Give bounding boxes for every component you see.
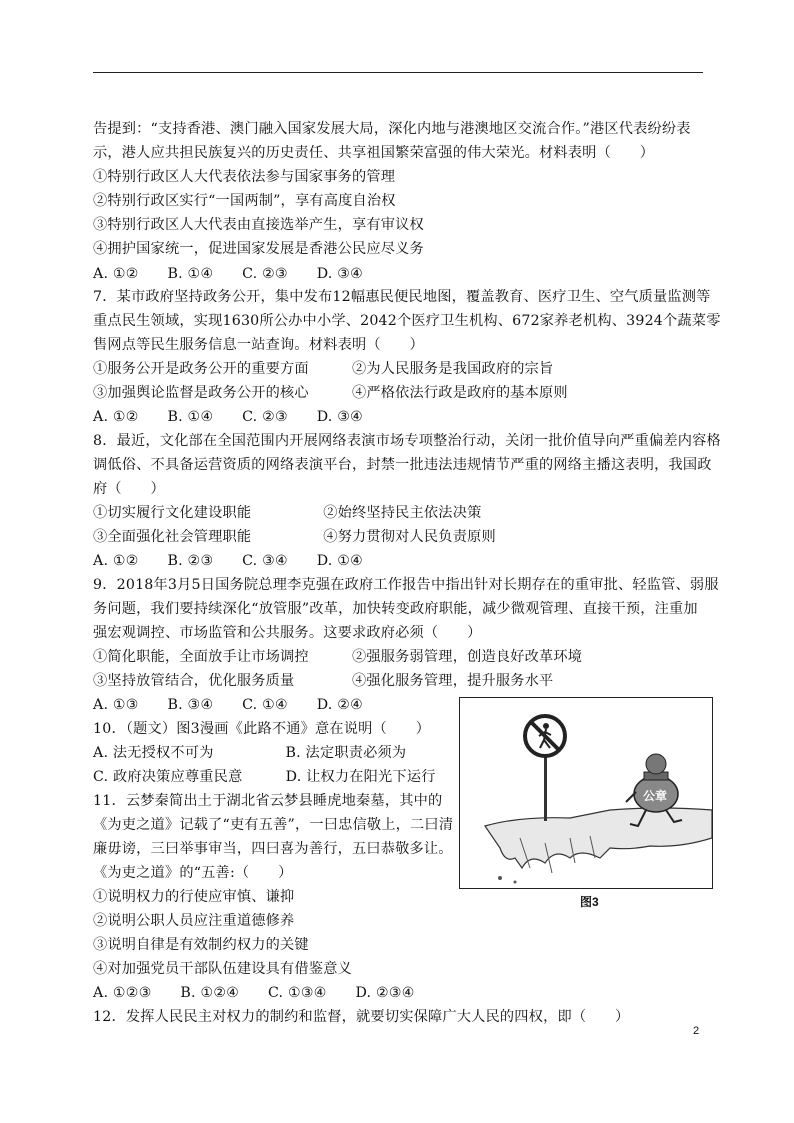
page-number: 2 [693, 1025, 700, 1037]
text-line: 9．2018年3月5日国务院总理李克强在政府工作报告中指出针对长期存在的重审批、轻监管、弱服 [93, 577, 719, 593]
text-line: 售网点等民生服务信息一站查询。材料表明（ ） [93, 337, 424, 353]
text-line: 廉毋谤，三曰举事审当，四曰喜为善行，五曰恭敬多让。 [93, 841, 453, 857]
figure-caption: 图3 [580, 895, 599, 909]
text-line: ①切实履行文化建设职能 ②始终坚持民主依法决策 [93, 505, 482, 521]
text-line: 府（ ） [93, 481, 165, 497]
text-line: A. ①②③ B. ①②④ C. ①③④ D. ②③④ [93, 985, 415, 1001]
text-line: 《为吏之道》记载了“吏有五善”，一曰忠信敬上，二曰清 [93, 817, 454, 833]
text-line: ③加强舆论监督是政务公开的核心 ④严格依法行政是政府的基本原则 [93, 385, 568, 401]
cartoon-drawing [460, 698, 712, 888]
text-line: ②特别行政区实行“一国两制”，享有高度自治权 [93, 193, 396, 209]
text-line: 调低俗、不具备运营资质的网络表演平台，封禁一批违法违规情节严重的网络主播这表明，我国政 [93, 457, 712, 473]
text-line: A. 法无授权不可为 B. 法定职责必须为 [93, 745, 407, 761]
header-rule [93, 72, 703, 73]
text-line: 告提到：“支持香港、澳门融入国家发展大局，深化内地与港澳地区交流合作。”港区代表纷纷表 [93, 121, 691, 137]
text-line: ④对加强党员干部队伍建设具有借鉴意义 [93, 961, 352, 977]
text-line: 10．（题文）图3漫画《此路不通》意在说明（ ） [93, 721, 431, 737]
text-line: 12．发挥人民民主对权力的制约和监督，就要切实保障广大人民的四权，即（ ） [93, 1009, 630, 1025]
text-line: 11．云梦秦简出土于湖北省云梦县睡虎地秦墓，其中的 [93, 793, 443, 809]
text-line: ③坚持放管结合，优化服务质量 ④强化服务管理，提升服务水平 [93, 673, 554, 689]
text-line: C. 政府决策应尊重民意 D. 让权力在阳光下运行 [93, 769, 436, 785]
cartoon-figure [459, 697, 713, 889]
text-line: 《为吏之道》的“五善:（ ） [93, 865, 293, 881]
text-line: ③特别行政区人大代表由直接选举产生，享有审议权 [93, 217, 424, 233]
text-line: 7．某市政府坚持政务公开，集中发布12幅惠民便民地图，覆盖教育、医疗卫生、空气质量监测等 [93, 289, 711, 305]
text-line: ①服务公开是政务公开的重要方面 ②为人民服务是我国政府的宗旨 [93, 361, 554, 377]
text-line: A. ①③ B. ③④ C. ①④ D. ②④ [93, 697, 364, 713]
text-line: ①简化职能，全面放手让市场调控 ②强服务弱管理，创造良好改革环境 [93, 649, 583, 665]
text-line: ②说明公职人员应注重道德修养 [93, 913, 295, 929]
text-line: 强宏观调控、市场监管和公共服务。这要求政府必须（ ） [93, 625, 482, 641]
text-line: A. ①② B. ①④ C. ②③ D. ③④ [93, 266, 364, 282]
text-line: ①特别行政区人大代表依法参与国家事务的管理 [93, 169, 396, 185]
text-line: ③说明自律是有效制约权力的关键 [93, 937, 309, 953]
text-line: ①说明权力的行使应审慎、谦抑 [93, 889, 295, 905]
text-line: 重点民生领域，实现1630所公办中小学、2042个医疗卫生机构、672家养老机构、3924个蔬菜零 [93, 313, 721, 329]
text-line: 示，港人应共担民族复兴的历史责任、共享祖国繁荣富强的伟大荣光。材料表明（ ） [93, 145, 655, 161]
text-line: 务问题，我们要持续深化“放管服”改革，加快转变政府职能，减少微观管理、直接干预，注重加 [93, 601, 698, 617]
text-line: 8．最近，文化部在全国范围内开展网络表演市场专项整治行动，关闭一批价值导向严重偏差内容格 [93, 433, 721, 449]
text-line: A. ①② B. ①④ C. ②③ D. ③④ [93, 409, 364, 425]
text-line: ④拥护国家统一，促进国家发展是香港公民应尽义务 [93, 241, 424, 257]
sign-post [544, 753, 547, 821]
seal-label: 公章 [643, 789, 668, 803]
text-line: ③全面强化社会管理职能 ④努力贯彻对人民负责原则 [93, 529, 496, 545]
text-line: A. ①② B. ②③ C. ③④ D. ①④ [93, 553, 364, 569]
